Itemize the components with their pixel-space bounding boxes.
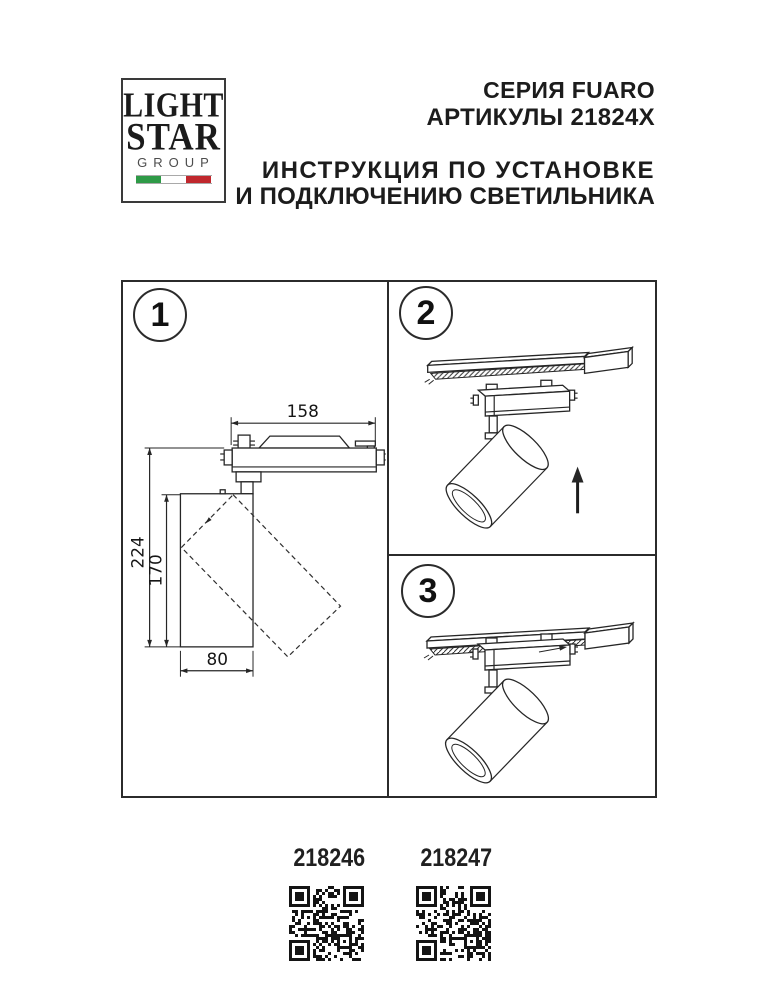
step-3-panel bbox=[389, 556, 655, 796]
dim-label-224: 224 bbox=[127, 536, 148, 569]
instruction-title-line1: ИНСТРУКЦИЯ ПО УСТАНОВКЕ bbox=[261, 157, 655, 184]
track-adapter-side-view bbox=[220, 435, 386, 494]
product-code: 218247 bbox=[420, 844, 493, 872]
logo-word-light: LIGHT bbox=[123, 86, 224, 125]
instruction-title bbox=[235, 158, 655, 210]
arrow-up-icon bbox=[572, 467, 584, 514]
qr-code bbox=[416, 886, 491, 961]
step-1-panel bbox=[123, 282, 389, 796]
dim-label-158: 158 bbox=[286, 401, 319, 422]
product-218246 bbox=[288, 844, 364, 961]
step-3-badge bbox=[401, 564, 455, 618]
lightstar-logo bbox=[121, 78, 226, 203]
header bbox=[235, 77, 655, 210]
lamp-body-side-view bbox=[180, 490, 340, 657]
dim-label-80: 80 bbox=[206, 648, 228, 669]
step-2-badge bbox=[399, 286, 453, 340]
product-code: 218246 bbox=[293, 844, 366, 872]
flag-red bbox=[186, 176, 211, 183]
dim-label-170: 170 bbox=[145, 554, 166, 587]
logo-word-group: GROUP bbox=[137, 155, 215, 170]
flag-green bbox=[136, 176, 161, 183]
series-title: СЕРИЯ FUARO bbox=[483, 77, 655, 103]
product-218247 bbox=[415, 844, 491, 961]
step-1-badge bbox=[133, 288, 187, 342]
step-2-number: 2 bbox=[416, 293, 436, 332]
step-3-number: 3 bbox=[418, 571, 438, 610]
steps-grid bbox=[121, 280, 657, 798]
instruction-title-line2: И ПОДКЛЮЧЕНИЮ СВЕТИЛЬНИКА bbox=[235, 183, 655, 210]
step-1-dimension-drawing bbox=[123, 282, 387, 796]
step-2-panel bbox=[389, 282, 655, 556]
dimension-body-height bbox=[146, 495, 181, 647]
qr-code bbox=[289, 886, 364, 961]
flag-white bbox=[161, 176, 186, 183]
logo-word-star: STAR bbox=[126, 114, 221, 159]
step-1-number: 1 bbox=[150, 295, 170, 334]
dimension-body-width bbox=[180, 649, 253, 677]
italy-flag-icon bbox=[136, 175, 212, 184]
articles-title: АРТИКУЛЫ 21824X bbox=[426, 104, 655, 131]
